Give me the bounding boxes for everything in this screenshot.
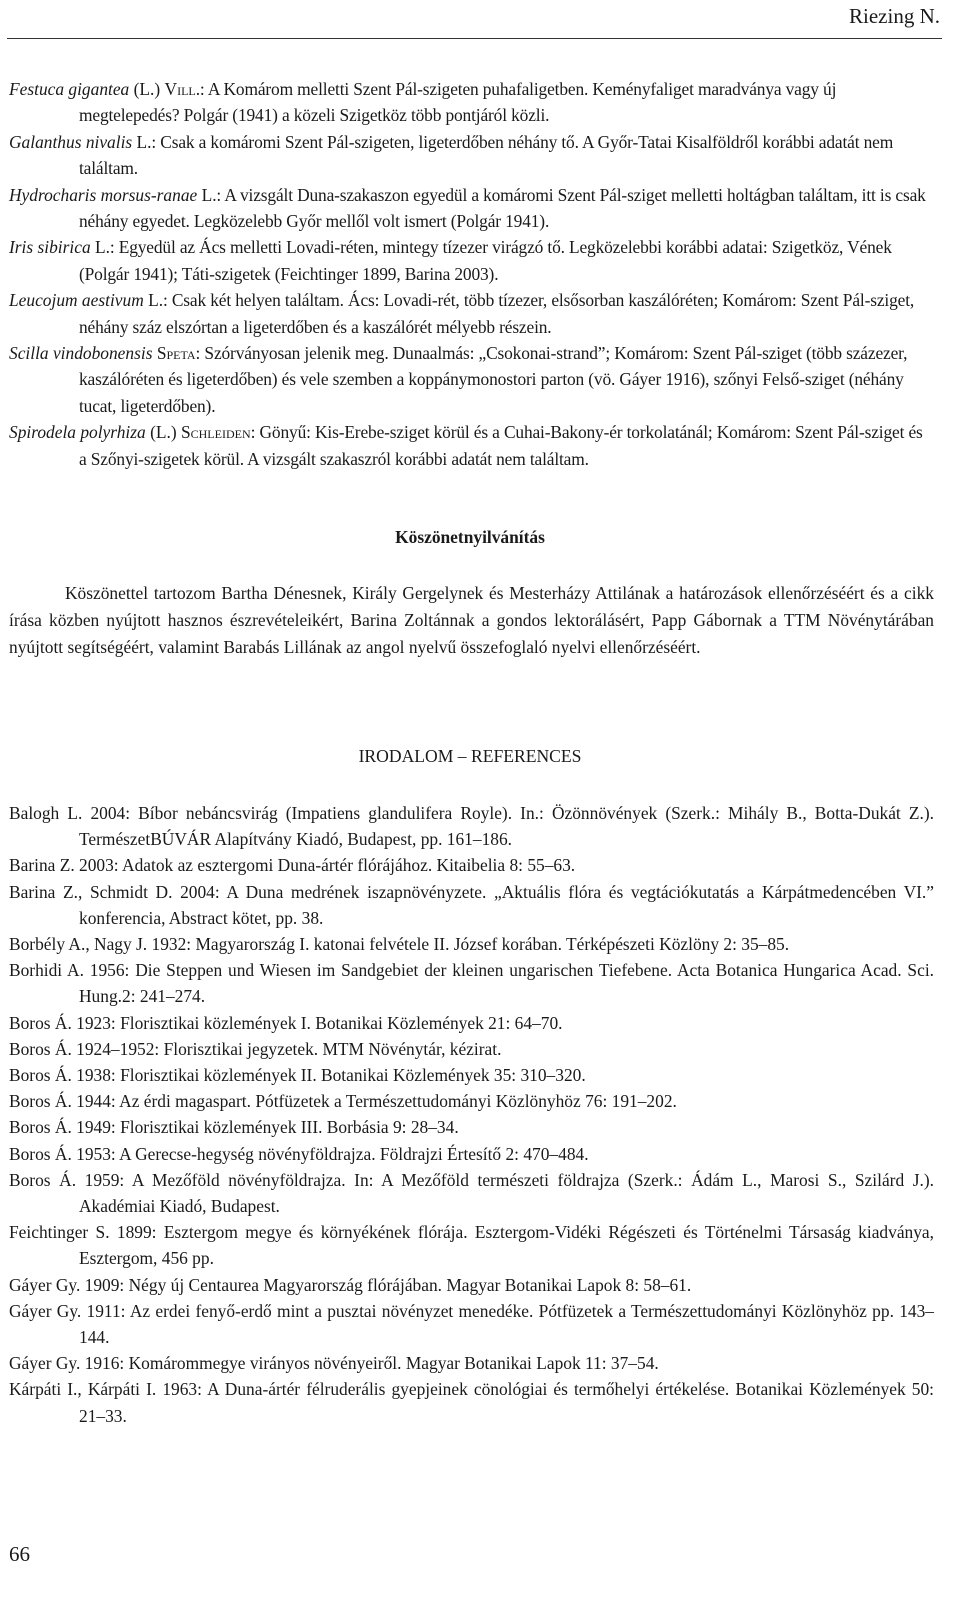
species-authority-author: Schleiden	[180, 422, 251, 443]
species-entry	[9, 340, 934, 419]
species-name: Galanthus nivalis	[9, 131, 133, 152]
species-authority: (L.)	[129, 79, 165, 99]
reference-entry: Borbély A., Nagy J. 1932: Magyarország I. katonai felvétele II. József korában. Térképészeti Közlöny 2: 35–85.	[9, 934, 790, 955]
reference-entry: Boros Á. 1924–1952: Florisztikai jegyzetek. MTM Növénytár, kézirat.	[9, 1038, 502, 1059]
species-authority-author: Speta	[156, 343, 196, 364]
reference-entry: Boros Á. 1944: Az érdi magaspart. Pótfüzetek a Természettudományi Közlönyhöz 76: 191–202.	[9, 1091, 677, 1112]
species-authority: L	[197, 184, 213, 205]
species-entry	[9, 234, 934, 287]
species-text: : Gönyű: Kis-Erebe-sziget körül és a Cuhai-Bakony-ér torkolatánál; Komárom: Szent Pál-sziget és a Szőnyi-szigetek körül. A vizsgált szakaszról korábbi adatát nem találtam.	[79, 422, 923, 469]
reference-entry: Boros Á. 1938: Florisztikai közlemények II. Botanikai Közlemények 35: 310–320.	[9, 1065, 586, 1086]
species-text: .: A Komárom melletti Szent Pál-szigeten puhafaligetben. Keményfaliget maradványa vagy új megtelepedés? Polgár (1941) a közeli Szigetköz több pontjáról közli.	[79, 79, 837, 126]
acknowledgements-text: Köszönettel tartozom Bartha Dénesnek, Király Gergelynek és Mesterházy Attilának a határozások ellenőrzéséért és a cikk írása közben nyújtott hasznos észrevételeikért, Barina Zoltánnak a gondos lektorálásért, Papp Gábornak a TTM Növénytárában nyújtott segítségéért, valamint Barabás Lillának az angol nyelvű összefoglaló nyelvi ellenőrzéséért.	[9, 583, 934, 657]
species-entry	[9, 287, 934, 340]
species-text: .: Csak a komáromi Szent Pál-szigeten, ligeterdőben néhány tő. A Győr-Tatai Kisalföldről korábbi adatát nem találtam.	[79, 131, 894, 179]
reference-entry: Boros Á. 1949: Florisztikai közlemények III. Borbásia 9: 28–34.	[9, 1117, 459, 1138]
species-entry	[9, 419, 934, 472]
species-name: Leucojum aestivum	[9, 290, 144, 311]
header-rule	[7, 38, 942, 39]
reference-entry: Gáyer Gy. 1916: Komárommegye virányos növényeiről. Magyar Botanikai Lapok 11: 37–54.	[9, 1353, 659, 1374]
species-name: Festuca gigantea	[9, 79, 130, 99]
reference-entry: Gáyer Gy. 1909: Négy új Centaurea Magyarország flórájában. Magyar Botanikai Lapok 8: 58–61.	[9, 1274, 692, 1295]
species-text: .: Csak két helyen találtam. Ács: Lovadi-rét, több tízezer, elsősorban kaszálóréten; Komárom: Szent Pál-sziget, néhány száz elszórtan a ligeterdőben és a kaszálórét mélyebb részein.	[79, 290, 915, 337]
reference-entry: Boros Á. 1923: Florisztikai közlemények I. Botanikai Közlemények 21: 64–70.	[9, 1012, 563, 1033]
reference-entry: Barina Z. 2003: Adatok az esztergomi Duna-ártér flórájához. Kitaibelia 8: 55–63.	[9, 855, 576, 876]
species-entry	[9, 182, 934, 235]
reference-entry: Boros Á. 1953: A Gerecse-hegység növényföldrajza. Földrajzi Értesítő 2: 470–484.	[9, 1143, 589, 1164]
species-name: Spirodela polyrhiza	[9, 422, 146, 443]
species-name: Hydrocharis morsus-ranae	[9, 184, 198, 205]
species-authority: L	[90, 237, 106, 258]
reference-entry: Barina Z., Schmidt D. 2004: A Duna medrének iszapnövényzete. „Aktuális flóra és vegtációkutatás a Kárpátmedencében VI.” konferencia, Abstract kötet, pp. 38.	[9, 881, 934, 928]
acknowledgements-heading: Köszönetnyilvánítás	[395, 527, 545, 547]
reference-entry: Kárpáti I., Kárpáti I. 1963: A Duna-ártér félruderális gyepjeinek cönológiai és termőhelyi értékelése. Botanikai Közlemények 50: 21–33.	[9, 1379, 934, 1426]
species-text: .: A vizsgált Duna-szakaszon egyedül a komáromi Szent Pál-sziget melletti holtágban találtam, itt is csak néhány egyedet. Legközelebb Győr mellől volt ismert (Polgár 1941).	[79, 184, 926, 232]
page-number: 66	[9, 1542, 30, 1566]
reference-entry: Feichtinger S. 1899: Esztergom megye és környékének flórája. Esztergom-Vidéki Régészeti és Történelmi Társaság kiadványa, Esztergom, 456 pp.	[9, 1222, 934, 1269]
species-entry	[9, 76, 934, 129]
species-authority: L	[143, 290, 159, 311]
species-entry	[9, 129, 934, 182]
reference-entry: Borhidi A. 1956: Die Steppen und Wiesen im Sandgebiet der kleinen ungarischen Tiefebene. Acta Botanica Hungarica Acad. Sci. Hung.2: 241–274.	[9, 960, 934, 1007]
reference-entry: Balogh L. 2004: Bíbor nebáncsvirág (Impatiens glandulifera Royle). In.: Özönnövények (Szerk.: Mihály B., Botta-Dukát Z.). TermészetBÚVÁR Alapítvány Kiadó, Budapest, pp. 161–186.	[9, 803, 934, 850]
species-text: .: Egyedül az Ács melletti Lovadi-réten, mintegy tízezer virágzó tő. Legközelebbi korábbi adatai: Szigetköz, Vének (Polgár 1941); Táti-szigetek (Feichtinger 1899, Barina 2003).	[79, 237, 892, 284]
reference-entry: Gáyer Gy. 1911: Az erdei fenyő-erdő mint a pusztai növényzet menedéke. Pótfüzetek a Természettudományi Közlönyhöz pp. 143–144.	[9, 1300, 934, 1348]
species-text: : Szórványosan jelenik meg. Dunaalmás: „Csokonai-strand”; Komárom: Szent Pál-sziget (több százezer, kaszálóréten és ligeterdőben) és vele szemben a koppánymonostori parton (vö. Gáyer 1916), szőnyi Felső-sziget (néhány tucat, ligeterdőben).	[79, 343, 908, 416]
running-header-author: Riezing N.	[849, 4, 940, 28]
species-authority: (L.)	[145, 422, 181, 443]
species-name: Scilla vindobonensis	[9, 343, 153, 364]
references-list	[9, 800, 934, 1429]
species-name: Iris sibirica	[9, 237, 91, 258]
species-authority-author: Vill	[164, 79, 196, 99]
reference-entry: Boros Á. 1959: A Mezőföld növényföldrajza. In: A Mezőföld természeti földrajza (Szerk.: Ádám L., Marosi S., Szilárd J.). Akadémiai Kiadó, Budapest.	[9, 1169, 934, 1217]
species-authority: L	[132, 131, 148, 152]
species-list	[9, 76, 934, 472]
references-heading: IRODALOM – REFERENCES	[358, 746, 582, 766]
